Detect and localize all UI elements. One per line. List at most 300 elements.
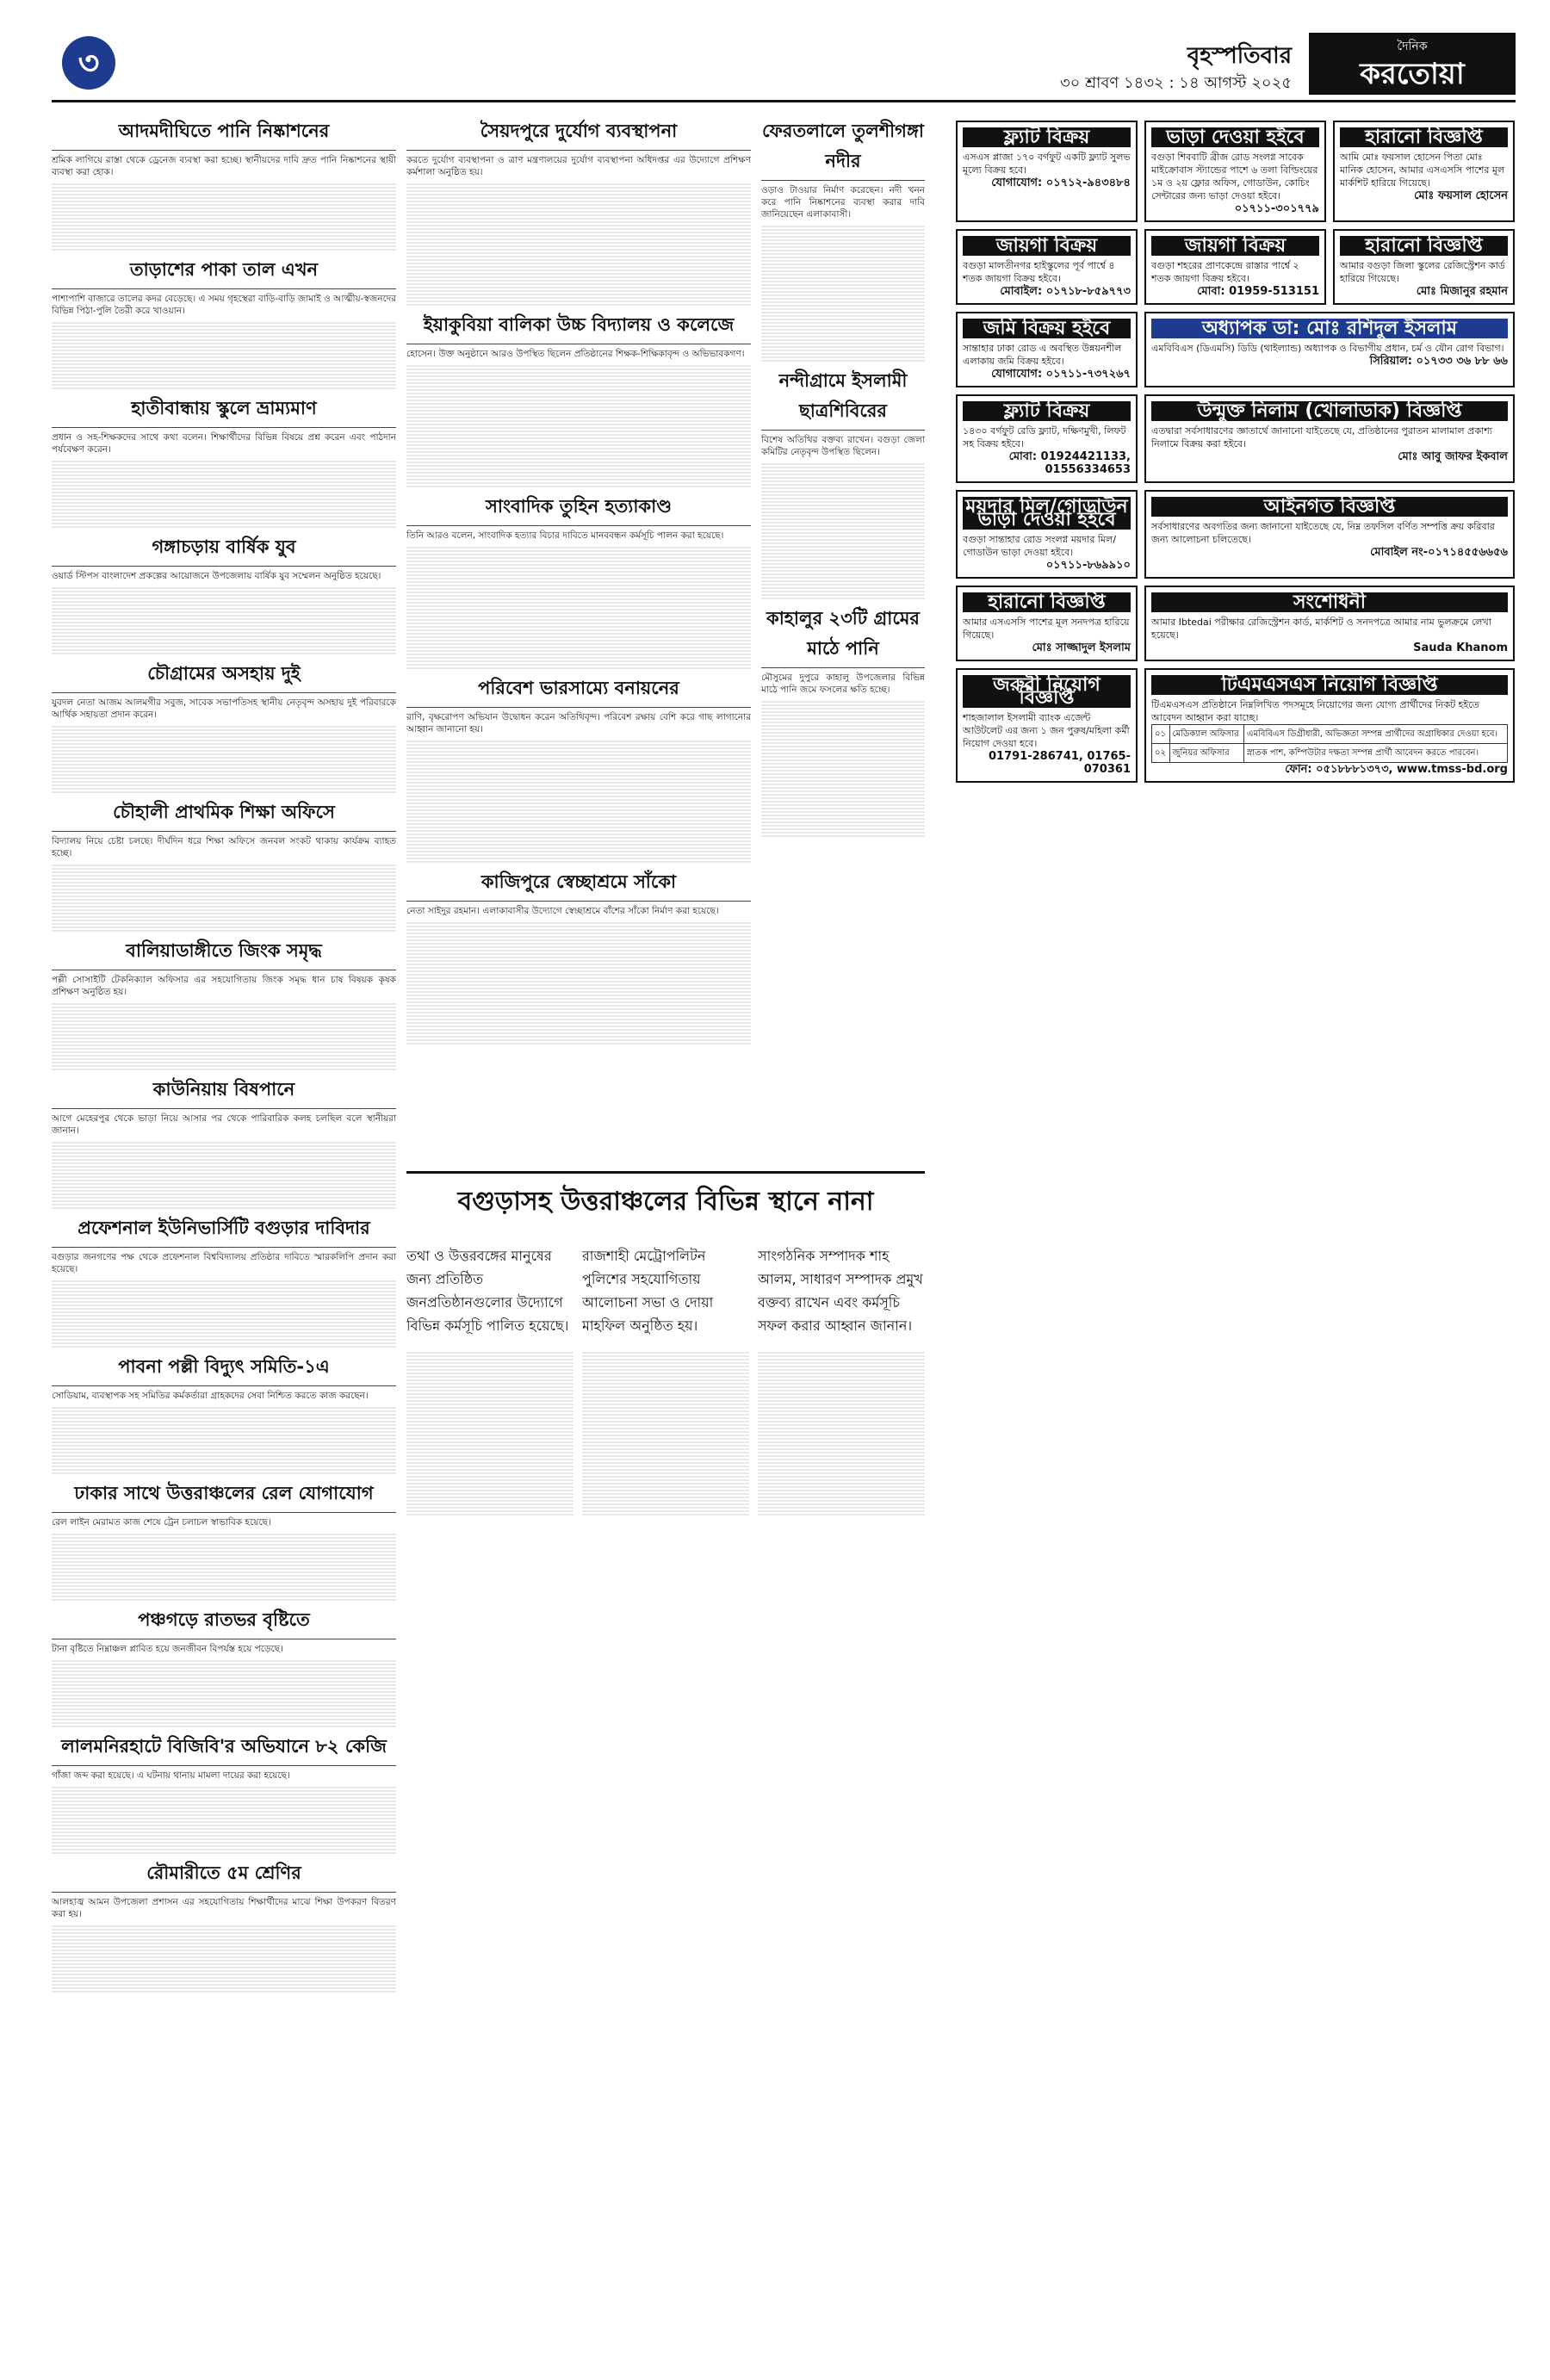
article	[52, 660, 396, 793]
article-text-filler	[758, 1352, 925, 1364]
ad-phone: মোবা: 01959-513151	[1197, 285, 1319, 298]
article-text-filler	[758, 1393, 925, 1405]
ad-auction	[1144, 394, 1515, 483]
article-text-filler	[52, 601, 396, 613]
article-text-filler	[406, 475, 751, 487]
article-text-filler	[406, 643, 751, 655]
article-body: বিশেষ অতিথির বক্তব্য রাখেন। বগুড়া জেলা কমিটির নেতৃবৃন্দ উপস্থিত ছিলেন।	[761, 435, 925, 457]
article-text-filler	[406, 406, 751, 418]
article-text-filler	[582, 1352, 749, 1364]
page-number-badge: ৩	[62, 36, 115, 90]
article-text-filler	[52, 1003, 396, 1015]
article	[406, 674, 751, 863]
article-text-filler	[761, 505, 925, 517]
article-text-filler	[52, 1044, 396, 1057]
ad-title: ভাড়া দেওয়া হইবে	[1151, 127, 1319, 147]
article-text-filler	[761, 587, 925, 599]
article-text-filler	[52, 1980, 396, 1993]
article-text-filler	[406, 991, 751, 1003]
article-text-filler	[52, 502, 396, 514]
article-headline: ঢাকার সাথে উত্তরাঞ্চলের রেল যোগাযোগ	[52, 1479, 396, 1513]
ad-phone: যোগাযোগ: ০১৭১২-৯৪৩৪৮৪	[991, 177, 1131, 189]
ad-lost-notice-2	[1333, 229, 1515, 305]
article-text-filler	[52, 1575, 396, 1587]
article-text-filler	[761, 742, 925, 754]
ad-land-sale-3	[956, 312, 1138, 387]
article-text-filler	[52, 1280, 396, 1292]
article-body: আলহাজ্ব আমন উপজেলা প্রশাসন এর সহযোগিতায় শিক্ষার্থীদের মাঝে শিক্ষা উপকরণ বিতরণ করা হয়।	[52, 1897, 396, 1919]
article-text-filler	[52, 1336, 396, 1348]
article-text-filler	[52, 488, 396, 500]
article-text-filler	[52, 1017, 396, 1029]
article-text-filler	[406, 1435, 574, 1447]
ad-land-sale-2	[1144, 229, 1326, 305]
article-text-filler	[406, 823, 751, 835]
article-body: করতে দুর্যোগ ব্যবস্থাপনা ও ত্রাণ মন্ত্রণালয়ের দুর্যোগ ব্যবস্থাপনা অধিদপ্তর এর উদ্যোগে প্রশিক্ষণ কর্মশালা অনুষ্ঠিত হয়।	[406, 155, 751, 177]
ad-mill-rent	[956, 490, 1138, 579]
article-text-filler	[761, 518, 925, 530]
article-text-filler	[761, 701, 925, 713]
news-column-2	[406, 112, 751, 1046]
article-headline: আদমদীঘিতে পানি নিষ্কাশনের	[52, 117, 396, 151]
regional-news-text: রাজশাহী মেট্রোপলিটন পুলিশের সহযোগিতায় আলোচনা সভা ও দোয়া মাহফিল অনুষ্ঠিত হয়।	[582, 1248, 714, 1334]
article-text-filler	[52, 740, 396, 752]
article-text-filler	[406, 211, 751, 223]
article-text-filler	[406, 1393, 574, 1405]
article-headline: পঞ্চগড়ে রাতভর বৃষ্টিতে	[52, 1606, 396, 1639]
article-body: রেল লাইন মেরামত কাজ শেষে ট্রেন চলাচল স্বাভাবিক হয়েছে।	[52, 1517, 271, 1528]
article-text-filler	[406, 393, 751, 405]
article-text-filler	[52, 920, 396, 932]
article-body: টানা বৃষ্টিতে নিম্নাঞ্চল প্লাবিত হয়ে জনজীবন বিপর্যস্ত হয়ে পড়েছে।	[52, 1644, 283, 1654]
ad-title: হারানো বিজ্ঞপ্তি	[963, 592, 1131, 612]
ad-body: শাহজালাল ইসলামী ব্যাংক এজেন্ট আউটলেট এর জন্য ১ জন পুরুষ/মহিলা কর্মী নিয়োগ দেওয়া হবে।	[963, 712, 1130, 749]
ad-correction	[1144, 586, 1515, 661]
ad-body: বগুড়া শিববাটি ব্রীজ রোড সংলগ্ন সাবেক মাইক্রোবাস স্ট্যান্ডের পাশে ৬ তলা বিল্ডিংয়ের ১ম ও ২য় ফ্লোর অফিস, গোডাউন, কোচিং সেন্টারের জন্য ভাড়া দেওয়া হইবে।	[1151, 152, 1318, 201]
article-text-filler	[406, 379, 751, 391]
newspaper-logo	[1309, 33, 1516, 95]
article	[761, 117, 925, 362]
article-text-filler	[582, 1407, 749, 1419]
article-text-filler	[761, 573, 925, 586]
logo-prefix: দৈনিক	[1397, 40, 1428, 53]
article	[52, 1859, 396, 1993]
article-text-filler	[406, 657, 751, 669]
issue-day: বৃহস্পতিবার	[1187, 43, 1292, 69]
article-text-filler	[52, 1169, 396, 1181]
article-body: আগে মেহেরপুর থেকে ভাড়া নিয়ে আসার পর থেকে পারিবারিক কলহ চলছিল বলে স্থানীয়রা জানান।	[52, 1113, 396, 1136]
article-text-filler	[52, 1294, 396, 1306]
article-text-filler	[52, 183, 396, 195]
article-text-filler	[52, 225, 396, 237]
article-text-filler	[761, 336, 925, 348]
article-text-filler	[52, 322, 396, 334]
article-text-filler	[52, 1462, 396, 1474]
article-text-filler	[406, 294, 751, 306]
article-text-filler	[758, 1448, 925, 1460]
article-text-filler	[406, 768, 751, 780]
job-table	[1151, 724, 1508, 763]
article-body: পাশাপাশি বাজারে তালের কদর বেড়েছে। এ সময় গৃহস্থেরা বাড়ি-বাড়ি জামাই ও আত্মীয়-স্বজনদের বিভিন্ন পিঠা-পুলি তৈরী করে খাওয়ান।	[52, 294, 396, 316]
article-text-filler	[52, 336, 396, 348]
article-text-filler	[406, 239, 751, 251]
article	[406, 493, 751, 669]
issue-date: ৩০ শ্রাবণ ১৪৩২ : ১৪ আগস্ট ২০২৫	[1059, 74, 1292, 92]
article-text-filler	[52, 1322, 396, 1334]
article-text-filler	[582, 1448, 749, 1460]
article-text-filler	[758, 1476, 925, 1488]
article-text-filler	[52, 1407, 396, 1419]
article-text-filler	[582, 1476, 749, 1488]
ad-doctor	[1144, 312, 1515, 387]
ad-lost-notice-3	[956, 586, 1138, 661]
ad-body: এমবিবিএস (ডিএমসি) ডিডি (থাইল্যান্ড) অধ্যাপক ও বিভাগীয় প্রধান, চর্ম ও যৌন রোগ বিভাগ।	[1151, 343, 1504, 354]
job-no: ০২	[1152, 744, 1170, 763]
article-text-filler	[406, 936, 751, 948]
regional-news-section	[406, 1171, 925, 1517]
article-text-filler	[406, 809, 751, 821]
article-text-filler	[52, 1183, 396, 1195]
news-column-1	[52, 112, 396, 1994]
article-text-filler	[406, 950, 751, 962]
article-headline: বালিয়াডাঙ্গীতে জিংক সমৃদ্ধ	[52, 937, 396, 970]
article	[52, 1353, 396, 1474]
article-text-filler	[52, 1421, 396, 1433]
article-text-filler	[582, 1435, 749, 1447]
ad-phone: যোগাযোগ: ০১৭১১-৭৩৭২৬৭	[991, 368, 1131, 381]
ad-body: আমি মোঃ ফয়সাল হোসেন পিতা মোঃ মানিক হোসেন, আমার এসএসসি পাশের মূল মার্কশিট হারিয়ে গিয়েছে।	[1340, 152, 1505, 189]
ad-tmss-recruitment	[1144, 668, 1515, 783]
regional-news-column	[406, 1231, 574, 1517]
article	[52, 394, 396, 528]
article-text-filler	[758, 1462, 925, 1474]
ad-phone: 01791-286741, 01765-070361	[989, 750, 1131, 776]
article-text-filler	[406, 616, 751, 628]
ad-body: এসএস প্লাজা ১৭০ বর্গফুট একটি ফ্ল্যাট সুলভ মূল্যে বিক্রয় হবে।	[963, 152, 1131, 176]
article-text-filler	[52, 1547, 396, 1559]
article-text-filler	[52, 1787, 396, 1799]
article-text-filler	[406, 225, 751, 237]
article-text-filler	[406, 837, 751, 849]
news-column-3	[761, 112, 925, 839]
article-body: শ্রমিক লাগিয়ে রাস্তা থেকে ড্রেনেজ ব্যবস্থা করা হচ্ছে। স্থানীয়দের দাবি দ্রুত পানি নিষ্কাশনের স্থায়ী ব্যবস্থা করা হোক।	[52, 155, 396, 177]
article-body: ওয়ার্ড স্টিপস বাংলাদেশ প্রকল্পের আয়োজনে উপজেলায় বার্ষিক যুব সম্মেলন অনুষ্ঠিত হয়েছে।	[52, 571, 381, 581]
article	[761, 367, 925, 599]
article-headline: চৌগ্রামের অসহায় দুই	[52, 660, 396, 693]
article-headline: ইয়াকুবিয়া বালিকা উচ্চ বিদ্যালয় ও কলেজে	[406, 311, 751, 344]
article-headline: কাহালুর ২৩টি গ্রামের মাঠে পানি	[761, 604, 925, 668]
article-text-filler	[52, 587, 396, 599]
regional-news-title: বগুড়াসহ উত্তরাঞ্চলের বিভিন্ন স্থানে নানা	[457, 1187, 874, 1217]
article-text-filler	[406, 1352, 574, 1364]
article-text-filler	[52, 1142, 396, 1154]
ad-phone: Sauda Khanom	[1413, 641, 1508, 654]
article-text-filler	[761, 267, 925, 279]
article-text-filler	[406, 1421, 574, 1433]
article-text-filler	[406, 796, 751, 808]
job-row	[1152, 744, 1508, 763]
article-text-filler	[406, 1366, 574, 1378]
article-text-filler	[761, 532, 925, 544]
article-text-filler	[761, 770, 925, 782]
ad-lost-notice-1	[1333, 121, 1515, 222]
article-text-filler	[761, 797, 925, 809]
article-text-filler	[52, 197, 396, 209]
article-text-filler	[582, 1490, 749, 1502]
article-text-filler	[52, 239, 396, 251]
job-row	[1152, 725, 1508, 744]
article-body: মৌসুমের দুপুরে কাহালু উপজেলার বিভিন্ন মাঠে পানি জমে ফসলের ক্ষতি হচ্ছে।	[761, 672, 925, 695]
ad-phone: ০১৭১১-৩০১৭৭৯	[1234, 202, 1319, 215]
article-text-filler	[406, 183, 751, 195]
ad-phone: মোবাইল নং-০১৭১৪৫৫৬৬৫৬	[1370, 546, 1508, 559]
article-headline: কাউনিয়ায় বিষপানে	[52, 1075, 396, 1109]
article-text-filler	[406, 462, 751, 474]
article	[52, 1606, 396, 1727]
article-text-filler	[52, 1715, 396, 1727]
article-headline: সৈয়দপুরে দুর্যোগ ব্যবস্থাপনা	[406, 117, 751, 151]
article-text-filler	[406, 588, 751, 600]
ad-body: বগুড়া মালতীনগর হাইস্কুলের পূর্ব পার্শ্বে ৪ শতক জায়গা বিক্রয় হইবে।	[963, 260, 1115, 284]
job-requirement: স্নাতক পাশ, কম্পিউটার দক্ষতা সম্পন্ন প্রার্থী আবেদন করতে পারবেন।	[1243, 744, 1507, 763]
ad-title: আইনগত বিজ্ঞপ্তি	[1151, 497, 1508, 517]
article-text-filler	[761, 560, 925, 572]
job-post: মেডিক্যাল অফিসার	[1169, 725, 1243, 744]
ad-body: বগুড়া সান্তাহার রোড সংলগ্ন ময়দার মিল/গোডাউন ভাড়া দেওয়া হইবে।	[963, 534, 1117, 558]
article-text-filler	[52, 211, 396, 223]
article-text-filler	[761, 294, 925, 307]
article-text-filler	[406, 754, 751, 766]
ad-body: বগুড়া শহরের প্রাণকেন্দ্রে রাস্তার পার্শ্বে ২ শতক জায়গা বিক্রয় হইবে।	[1151, 260, 1299, 284]
ad-title: সংশোধনী	[1151, 592, 1508, 612]
article-text-filler	[52, 615, 396, 627]
article-text-filler	[52, 1674, 396, 1686]
article-text-filler	[406, 977, 751, 989]
article-text-filler	[52, 878, 396, 890]
ad-phone: সিরিয়াল: ০১৭৩৩ ৩৬ ৮৮ ৬৬	[1369, 355, 1508, 368]
article-text-filler	[52, 753, 396, 765]
article	[761, 604, 925, 837]
article-body: তিনি আরও বলেন, সাংবাদিক হত্যার বিচার দাবিতে মানববন্ধন কর্মসূচি পালন করা হয়েছে।	[406, 530, 724, 541]
article-text-filler	[406, 365, 751, 377]
article-text-filler	[52, 726, 396, 738]
article-text-filler	[406, 574, 751, 586]
article-text-filler	[52, 461, 396, 473]
article-headline: প্রফেশনাল ইউনিভার্সিটি বগুড়ার দাবিদার	[52, 1214, 396, 1248]
article-text-filler	[582, 1462, 749, 1474]
article-text-filler	[52, 642, 396, 654]
ad-phone: মোঃ ফয়সাল হোসেন	[1414, 189, 1508, 202]
ad-body: এতদ্বারা সর্বসাধারণের জ্ঞাতার্থে জানানো যাইতেছে যে, প্রতিষ্ঠানের পুরাতন মালামাল প্রকাশ্য নিলামে বিক্রয় করা হইবে।	[1151, 425, 1492, 449]
article-text-filler	[52, 629, 396, 641]
article-headline: পাবনা পল্লী বিদ্যুৎ সমিতি-১এ	[52, 1353, 396, 1386]
article-text-filler	[406, 561, 751, 573]
article-body: গাঁজা জব্দ করা হয়েছে। এ ঘটনায় থানায় মামলা দায়ের করা হয়েছে।	[52, 1770, 290, 1781]
article-text-filler	[52, 1448, 396, 1460]
article-text-filler	[406, 547, 751, 559]
article-headline: পরিবেশ ভারসাম্যে বনায়নের	[406, 674, 751, 708]
job-requirement: এমবিবিএস ডিগ্রীধারী, অভিজ্ঞতা সম্পন্ন প্রার্থীদের অগ্রাধিকার দেওয়া হবে।	[1243, 725, 1507, 744]
article-text-filler	[52, 1828, 396, 1840]
article	[406, 117, 751, 306]
article-text-filler	[52, 1814, 396, 1826]
article-text-filler	[761, 308, 925, 320]
article-text-filler	[406, 1503, 574, 1515]
article	[52, 1479, 396, 1601]
article-text-filler	[52, 363, 396, 375]
article-text-filler	[52, 1800, 396, 1813]
article-text-filler	[406, 741, 751, 753]
article-text-filler	[761, 477, 925, 489]
article-headline: সাংবাদিক তুহিন হত্যাকাণ্ড	[406, 493, 751, 526]
classified-ads	[956, 121, 1516, 790]
article-text-filler	[406, 252, 751, 264]
article-body: যুবদল নেতা আজম আলমগীর সবুজ, সাবেক সভাপতিসহ স্থানীয় নেতৃবৃন্দ অসহায় দুই পরিবারকে আর্থিক সহায়তা প্রদান করেন।	[52, 697, 396, 720]
article-text-filler	[761, 350, 925, 362]
ad-title: অধ্যাপক ডা: মোঃ রশিদুল ইসলাম	[1151, 319, 1508, 338]
article-text-filler	[52, 1534, 396, 1546]
article-text-filler	[761, 728, 925, 741]
article-text-filler	[406, 280, 751, 292]
article	[52, 256, 396, 389]
regional-news-text: তথা ও উত্তরবঙ্গের মানুষের জন্য প্রতিষ্ঠিত জনপ্রতিষ্ঠানগুলোর উদ্যোগে বিভিন্ন কর্মসূচি পালিত হয়েছে।	[406, 1248, 569, 1334]
article-text-filler	[758, 1366, 925, 1378]
article-text-filler	[52, 1156, 396, 1168]
ad-phone: মোঃ আবু জাফর ইকবাল	[1398, 450, 1508, 463]
article-text-filler	[52, 1842, 396, 1854]
article-text-filler	[406, 197, 751, 209]
ad-job	[956, 668, 1138, 783]
article-text-filler	[52, 767, 396, 779]
article-headline: ফেরতলালে তুলশীগঙ্গা নদীর	[761, 117, 925, 181]
article-text-filler	[52, 1967, 396, 1979]
article-body: ওড়াও টাওয়ার নির্মাণ করেছেন। নদী খনন করে পানি নিষ্কাশনের ব্যবস্থা করার দাবি জানিয়েছেন এলাকাবাসী।	[761, 185, 925, 220]
article-text-filler	[52, 865, 396, 877]
article-text-filler	[406, 1407, 574, 1419]
article-text-filler	[406, 851, 751, 863]
ad-body: আমার এসএসসি পাশের মূল সনদপত্র হারিয়ে গিয়েছে।	[963, 617, 1130, 641]
article-text-filler	[758, 1490, 925, 1502]
article-text-filler	[52, 1197, 396, 1209]
article-text-filler	[52, 1953, 396, 1965]
article-headline: হাতীবান্ধায় স্কুলে ভ্রাম্যমাণ	[52, 394, 396, 428]
article	[406, 311, 751, 487]
article-text-filler	[582, 1421, 749, 1433]
ad-body: আমার Ibtedai পরীক্ষার রেজিস্ট্রেশন কার্ড, মার্কশিট ও সনদপত্রে আমার নাম ভুলক্রমে লেখা হয়েছে।	[1151, 617, 1491, 641]
article-text-filler	[52, 1308, 396, 1320]
article-body: প্রধান ও সহ-শিক্ষকদের সাথে কথা বলেন। শিক্ষার্থীদের বিভিন্ন বিষয়ে প্রশ্ন করেন এবং পাঠদান পর্যবেক্ষণ করেন।	[52, 432, 396, 455]
ad-title: টিএমএসএস নিয়োগ বিজ্ঞপ্তি	[1151, 675, 1508, 695]
regional-news-column	[758, 1231, 925, 1517]
ad-flat-sale-2	[956, 394, 1138, 483]
article-text-filler	[406, 964, 751, 976]
article-text-filler	[758, 1503, 925, 1515]
article-text-filler	[761, 715, 925, 727]
article-text-filler	[52, 1589, 396, 1601]
article-text-filler	[761, 546, 925, 558]
article-text-filler	[406, 434, 751, 446]
article-headline: কাজিপুরে স্বেচ্ছাশ্রমে সাঁকো	[406, 868, 751, 902]
article-text-filler	[52, 892, 396, 904]
article-text-filler	[761, 253, 925, 265]
article	[52, 937, 396, 1070]
article-text-filler	[406, 1490, 574, 1502]
ad-body: আমার বগুড়া জিলা স্কুলের রেজিস্ট্রেশন কার্ড হারিয়ে গিয়েছে।	[1340, 260, 1505, 284]
job-post: জুনিয়র অফিসার	[1169, 744, 1243, 763]
article-body: নেতা সাইদুর রহমান। এলাকাবাসীর উদ্যোগে স্বেচ্ছাশ্রমে বাঁশের সাঁকো নির্মাণ করা হয়েছে।	[406, 906, 719, 916]
ad-title: জরুরী নিয়োগ বিজ্ঞপ্তি	[963, 675, 1131, 708]
article-text-filler	[406, 1379, 574, 1391]
article-body: রাণি, বৃক্ষরোপণ অভিযান উদ্বোধন করেন অতিথিবৃন্দ। পরিবেশ রক্ষায় বেশি করে গাছ লাগানোর আহ্বান জানানো হয়।	[406, 712, 751, 734]
ad-phone: ০১৭১১-৮৬৯৯১০	[1045, 559, 1131, 572]
article-text-filler	[582, 1379, 749, 1391]
article-text-filler	[761, 239, 925, 251]
article-text-filler	[758, 1379, 925, 1391]
article-text-filler	[761, 756, 925, 768]
ad-land-sale	[956, 229, 1138, 305]
ad-title: জায়গা বিক্রয়	[1151, 236, 1319, 256]
article-text-filler	[758, 1421, 925, 1433]
ad-phone: মোঃ সাজ্জাদুল ইসলাম	[1032, 641, 1131, 654]
article-text-filler	[758, 1435, 925, 1447]
ad-title: ফ্ল্যাট বিক্রয়	[963, 127, 1131, 147]
article	[406, 868, 751, 1044]
article-headline: রৌমারীতে ৫ম শ্রেণির	[52, 1859, 396, 1893]
ad-body: ১৪৩০ বর্গফুট রেডি ফ্ল্যাট, দক্ষিণমুখী, লিফট সহ বিক্রয় হইবে।	[963, 425, 1126, 449]
ad-title: উন্মুক্ত নিলাম (খোলাডাক) বিজ্ঞপ্তি	[1151, 401, 1508, 421]
ad-title: ফ্ল্যাট বিক্রয়	[963, 401, 1131, 421]
article-headline: লালমনিরহাটে বিজিবি'র অভিযানে ৮২ কেজি	[52, 1732, 396, 1766]
article-text-filler	[761, 825, 925, 837]
article-text-filler	[406, 1019, 751, 1031]
ad-body: সান্তাহার ঢাকা রোড এ অবস্থিত উন্নয়নশীল এলাকায় জমি বিক্রয় হইবে।	[963, 343, 1122, 367]
article-headline: তাড়াশের পাকা তাল এখন	[52, 256, 396, 289]
article-text-filler	[406, 1032, 751, 1044]
article-text-filler	[406, 602, 751, 614]
article-text-filler	[406, 922, 751, 934]
article-text-filler	[52, 1435, 396, 1447]
logo-name: করতোয়া	[1360, 57, 1465, 91]
article-text-filler	[761, 491, 925, 503]
article-text-filler	[406, 1462, 574, 1474]
article-text-filler	[761, 811, 925, 823]
article-text-filler	[761, 463, 925, 475]
article-text-filler	[582, 1393, 749, 1405]
article-text-filler	[52, 1031, 396, 1043]
regional-news-column	[582, 1231, 749, 1517]
article-text-filler	[406, 1005, 751, 1017]
article-text-filler	[406, 448, 751, 460]
article-body: পল্লী সোসাইটি টেকনিক্যাল অফিসার এর সহযোগিতায় জিংক সমৃদ্ধ ধান চাষ বিষয়ক কৃষক প্রশিক্ষণ অনুষ্ঠিত হয়।	[52, 975, 396, 997]
article-text-filler	[52, 474, 396, 487]
article-text-filler	[406, 1476, 574, 1488]
article-headline: গঙ্গাচড়ায় বার্ষিক যুব	[52, 533, 396, 567]
article-text-filler	[52, 1701, 396, 1714]
ad-phone: মোঃ মিজানুর রহমান	[1416, 285, 1508, 298]
article-text-filler	[758, 1407, 925, 1419]
article-text-filler	[406, 782, 751, 794]
article	[52, 1214, 396, 1348]
article-text-filler	[52, 1561, 396, 1573]
article-text-filler	[406, 266, 751, 278]
article-text-filler	[582, 1366, 749, 1378]
ad-contact: ফোন: ০৫১৮৮৮১৩৭৩, www.tmss-bd.org	[1285, 763, 1508, 776]
article-text-filler	[52, 1058, 396, 1070]
article-headline: নন্দীগ্রামে ইসলামী ছাত্রশিবিরের	[761, 367, 925, 431]
article-text-filler	[761, 226, 925, 238]
article	[52, 798, 396, 932]
article-text-filler	[52, 1939, 396, 1951]
